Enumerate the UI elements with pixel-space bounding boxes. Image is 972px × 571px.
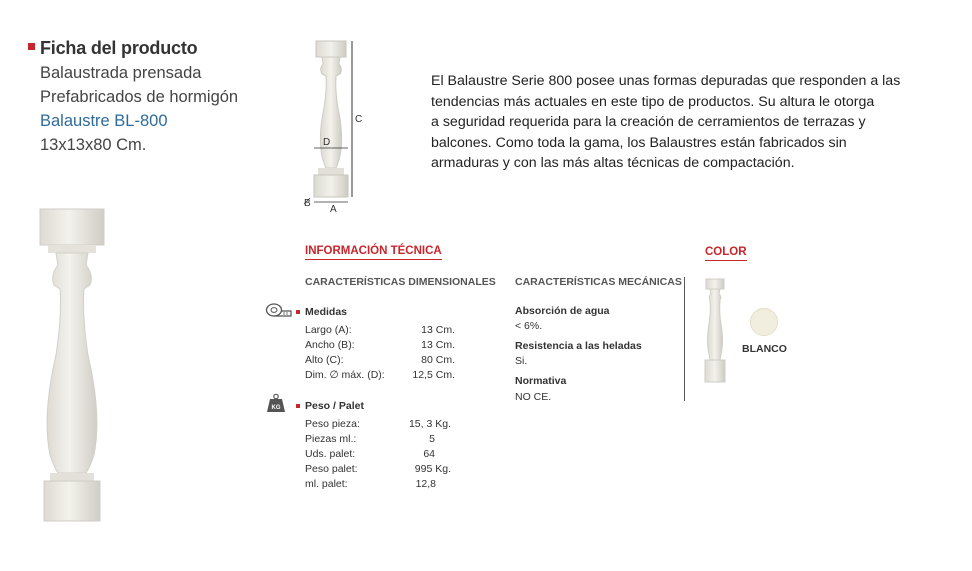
spec-label: Dim. ∅ máx. (D):	[305, 369, 385, 381]
spec-label: Piezas ml.:	[305, 433, 357, 445]
mech-title: Absorción de agua	[515, 305, 610, 317]
spec-label: Uds. palet:	[305, 448, 356, 460]
product-model: Balaustre BL-800	[40, 112, 168, 130]
color-heading: COLOR	[705, 246, 747, 261]
dimension-diagram	[300, 38, 370, 218]
spec-value: 64	[423, 448, 435, 460]
spec-label: Peso palet:	[305, 463, 358, 475]
diagram-label-a: A	[330, 204, 337, 215]
mech-value: Si.	[515, 355, 528, 367]
bullet	[296, 310, 300, 314]
color-swatch	[750, 308, 778, 336]
peso-title: Peso / Palet	[305, 400, 364, 412]
page-title: Ficha del producto	[40, 38, 198, 58]
diagram-label-d: D	[323, 137, 331, 148]
description-line: tendencias más actuales en este tipo de productos. Su altura le otorga	[431, 93, 875, 110]
product-category: Prefabricados de hormigón	[40, 88, 239, 106]
spec-value: 15, 3 Kg.	[408, 418, 451, 430]
spec-label: Ancho (B):	[305, 339, 355, 351]
mechanical-heading: CARACTERÍSTICAS MECÁNICAS	[515, 276, 682, 288]
weight-icon-text: KG	[271, 405, 281, 411]
description-line: balcones. Como toda la gama, los Balaustres están fabricados sin	[431, 134, 847, 151]
medidas-title: Medidas	[305, 306, 348, 318]
spec-value: 80 Cm.	[421, 354, 455, 366]
product-description	[431, 71, 941, 174]
description-line: a seguridad requerida para la creación de cerramientos de terrazas y	[431, 114, 866, 130]
spec-value: 13 Cm.	[421, 324, 455, 336]
title-bullet	[28, 43, 35, 50]
tech-info-heading: INFORMACIÓN TÉCNICA	[305, 245, 442, 260]
diagram-label-c: C	[355, 114, 363, 125]
mech-title: Resistencia a las heladas	[515, 340, 642, 352]
baluster-photo	[28, 205, 118, 530]
spec-value: 5	[429, 433, 435, 445]
spec-value: 13 Cm.	[421, 339, 455, 351]
description-line: El Balaustre Serie 800 posee unas formas depuradas que responden a las	[431, 73, 901, 89]
spec-label: ml. palet:	[305, 478, 348, 490]
diagram-label-b: B	[304, 198, 311, 209]
baluster-thumbnail	[702, 278, 728, 386]
mech-title: Normativa	[515, 375, 567, 387]
spec-label: Alto (C):	[305, 354, 344, 366]
divider	[684, 277, 685, 401]
spec-label: Largo (A):	[305, 324, 352, 336]
weight-kg-icon	[266, 393, 286, 413]
spec-value: 995 Kg.	[414, 463, 451, 475]
product-line: Balaustrada prensada	[40, 64, 202, 82]
product-size: 13x13x80 Cm.	[40, 136, 147, 154]
spec-label: Peso pieza:	[305, 418, 360, 430]
description-line: armaduras y con las más altas técnicas de compactación.	[431, 155, 795, 171]
tape-measure-icon	[265, 302, 293, 318]
mech-value: NO CE.	[515, 391, 552, 403]
bullet	[296, 404, 300, 408]
spec-value: 12,5 Cm.	[412, 369, 455, 381]
spec-value: 12,8	[415, 478, 436, 490]
color-name: BLANCO	[742, 343, 787, 355]
dimensional-heading: CARACTERÍSTICAS DIMENSIONALES	[305, 276, 496, 288]
mech-value: < 6%.	[515, 320, 543, 332]
